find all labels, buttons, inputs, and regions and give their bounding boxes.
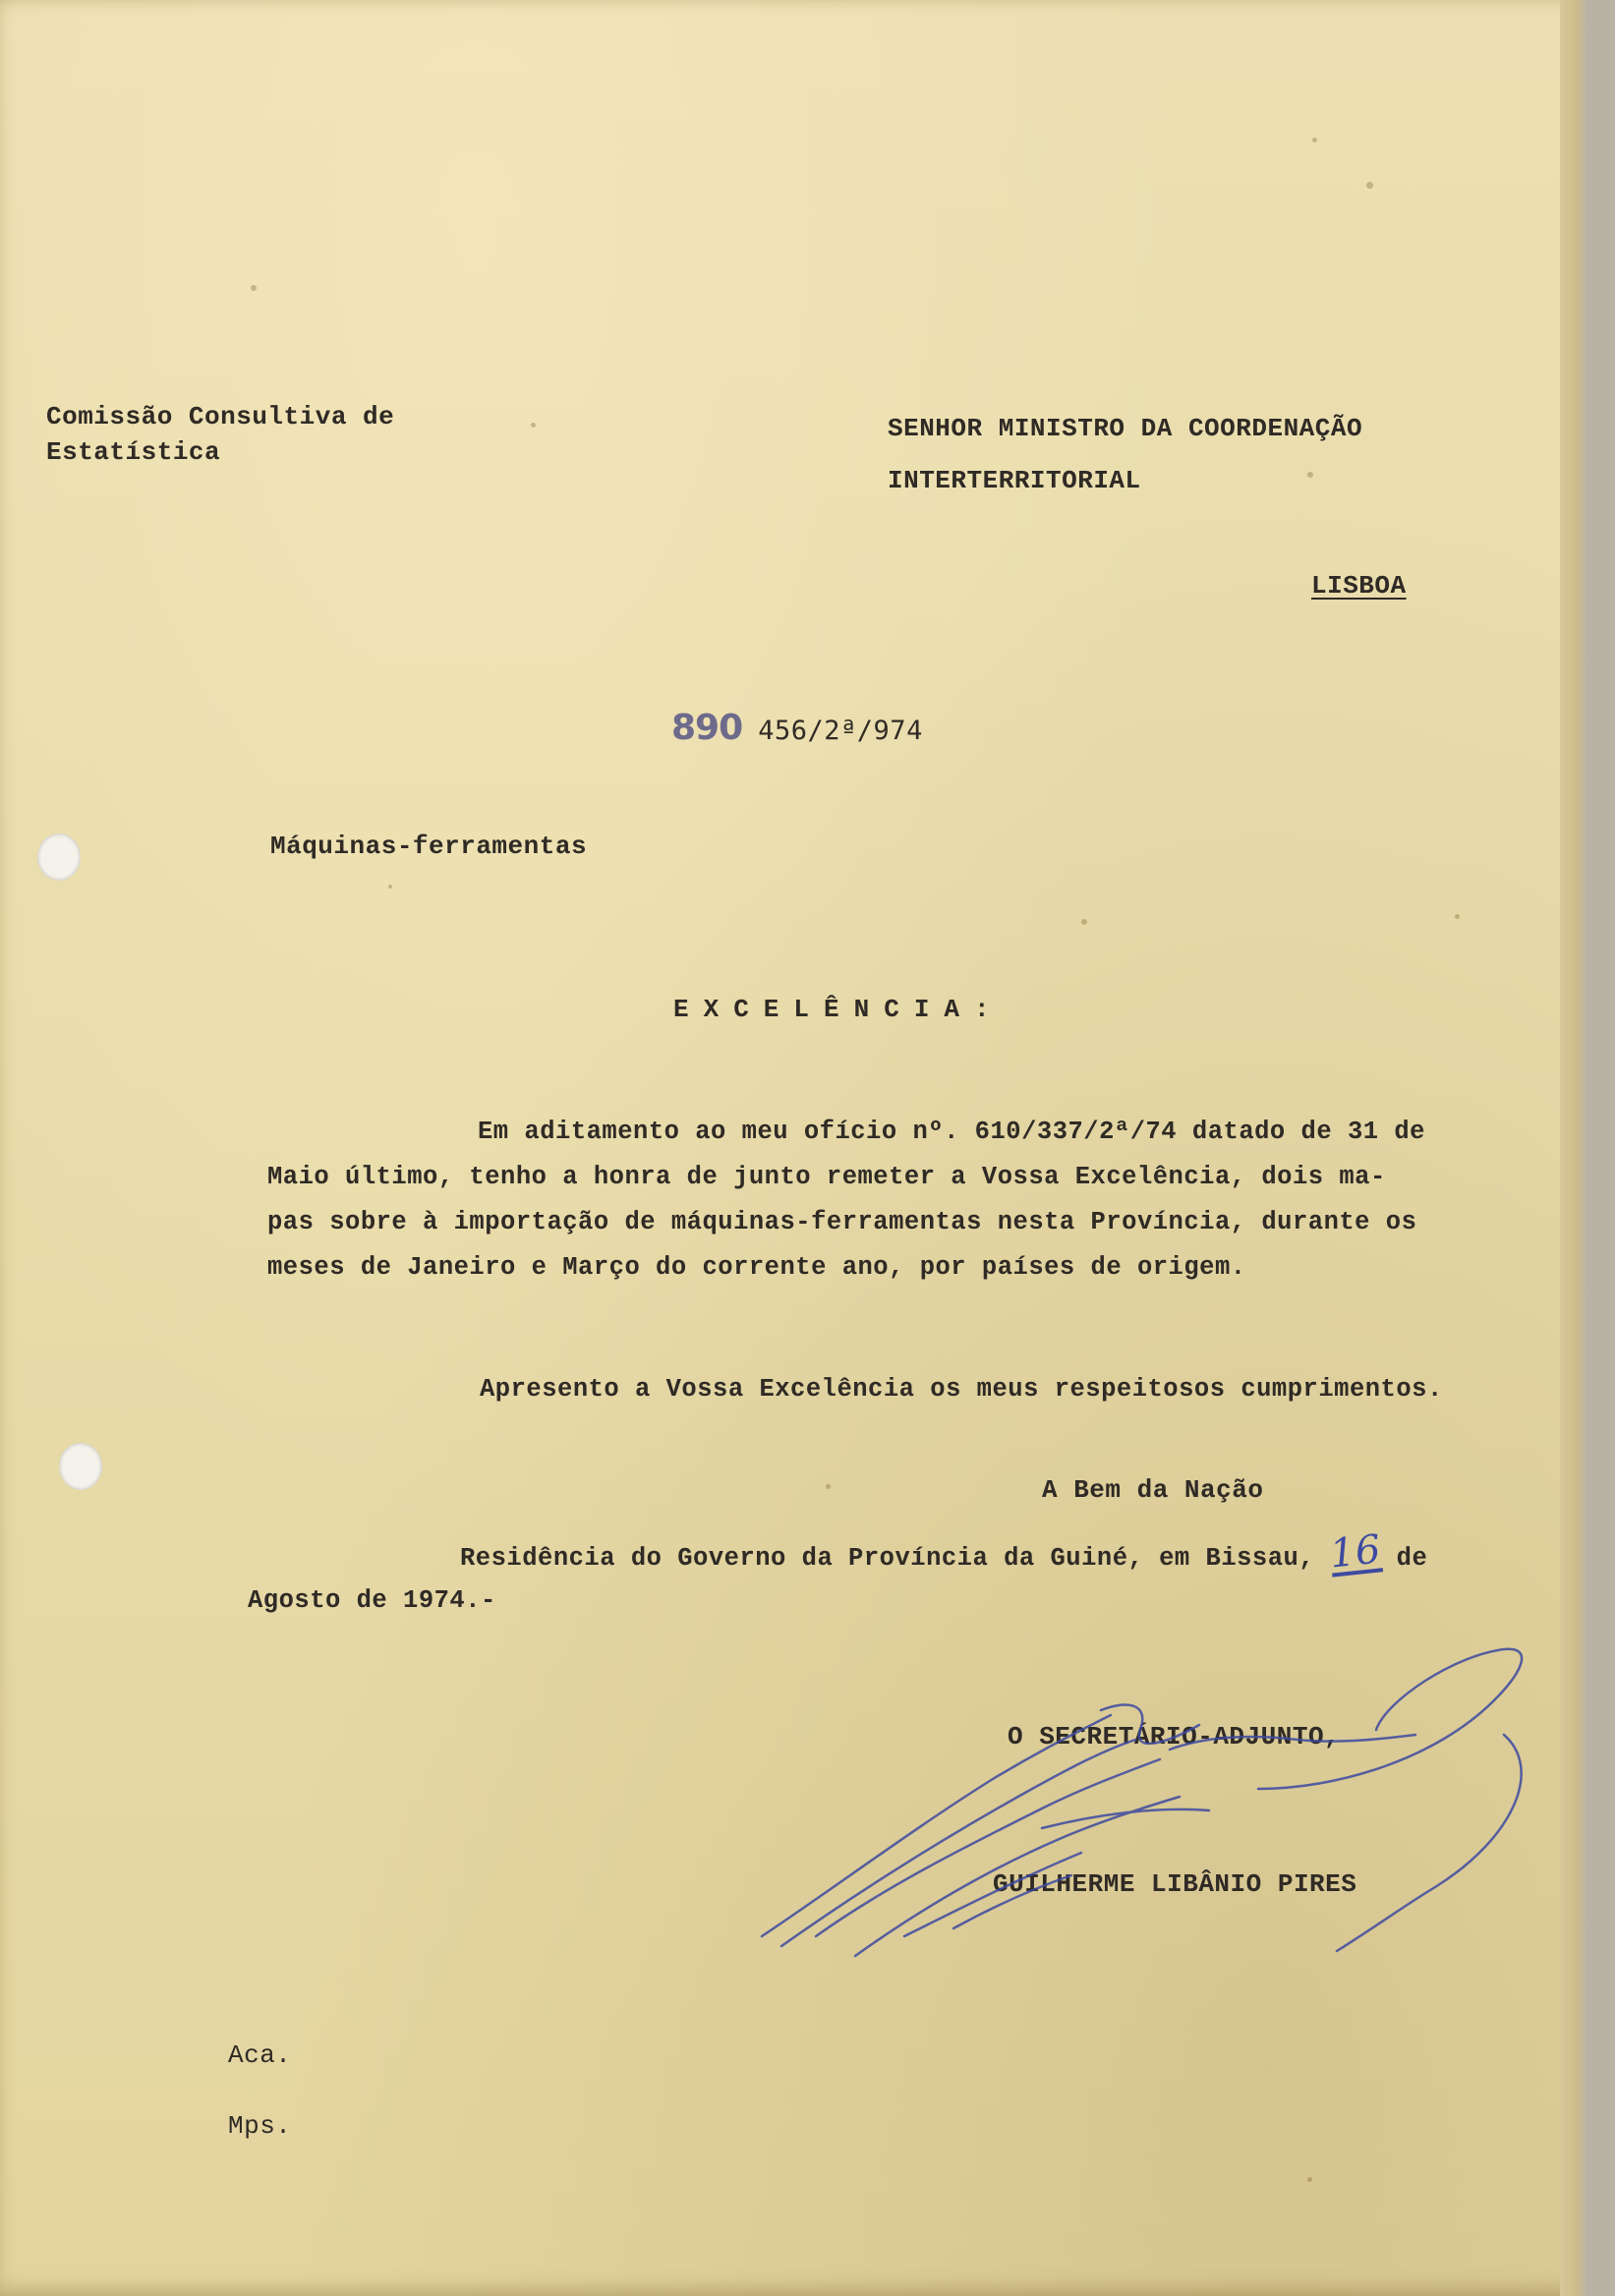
recipient-block xyxy=(888,403,1362,507)
handwritten-day: 16 xyxy=(1327,1526,1384,1578)
paper-speck xyxy=(1455,914,1460,919)
place-date-suffix: de xyxy=(1396,1544,1428,1573)
sender-line-2: Estatística xyxy=(46,437,221,467)
body-line: Em aditamento ao meu ofício nº. 610/337/2ª/74 datado de 31 de xyxy=(478,1118,1425,1146)
salutation: EXCELÊNCIA: xyxy=(673,995,1005,1024)
paper-speck xyxy=(826,1484,831,1489)
body-paragraph-1 xyxy=(267,1110,1425,1291)
body-paragraph-2: Apresento a Vossa Excelência os meus respeitosos cumprimentos. xyxy=(480,1375,1443,1404)
handwritten-signature xyxy=(747,1641,1563,1966)
place-text: Residência do Governo da Província da Guiné, em Bissau, xyxy=(460,1544,1315,1573)
paper-speck xyxy=(388,885,392,889)
reference-stamp-number: 890 xyxy=(671,708,743,748)
recipient-line-2: INTERTERRITORIAL xyxy=(888,466,1141,495)
punch-hole-bottom xyxy=(59,1443,102,1490)
sender-block xyxy=(46,399,394,470)
paper-speck xyxy=(1081,919,1087,925)
paper-speck xyxy=(1307,2177,1312,2182)
paper-speck xyxy=(251,285,257,291)
closing-formula: A Bem da Nação xyxy=(1042,1475,1264,1505)
paper-speck xyxy=(1312,138,1317,143)
paper-speck xyxy=(531,423,536,428)
body-line: Maio último, tenho a honra de junto remeter a Vossa Excelência, dois ma- xyxy=(267,1163,1386,1191)
recipient-line-1: SENHOR MINISTRO DA COORDENAÇÃO xyxy=(888,414,1363,443)
punch-hole-top xyxy=(37,833,81,881)
signatory-title: O SECRETÁRIO-ADJUNTO, xyxy=(1008,1722,1341,1751)
initials-line-1: Aca. xyxy=(228,2040,292,2070)
recipient-city: LISBOA xyxy=(1311,571,1407,601)
sender-line-1: Comissão Consultiva de xyxy=(46,402,395,431)
place-date-line-2: Agosto de 1974.- xyxy=(248,1586,496,1615)
signatory-name: GUILHERME LIBÂNIO PIRES xyxy=(993,1869,1357,1899)
body-line: pas sobre à importação de máquinas-ferramentas nesta Província, durante os xyxy=(267,1208,1417,1236)
reference-code: 456/2ª/974 xyxy=(758,716,923,746)
initials-line-2: Mps. xyxy=(228,2111,292,2141)
paper-edge xyxy=(1560,0,1587,2296)
subject-line: Máquinas-ferramentas xyxy=(270,832,588,861)
paper-speck xyxy=(1366,182,1373,189)
reference-line xyxy=(671,708,923,750)
place-date-line-1 xyxy=(460,1526,1428,1578)
body-line: meses de Janeiro e Março do corrente ano, por países de origem. xyxy=(267,1253,1246,1282)
